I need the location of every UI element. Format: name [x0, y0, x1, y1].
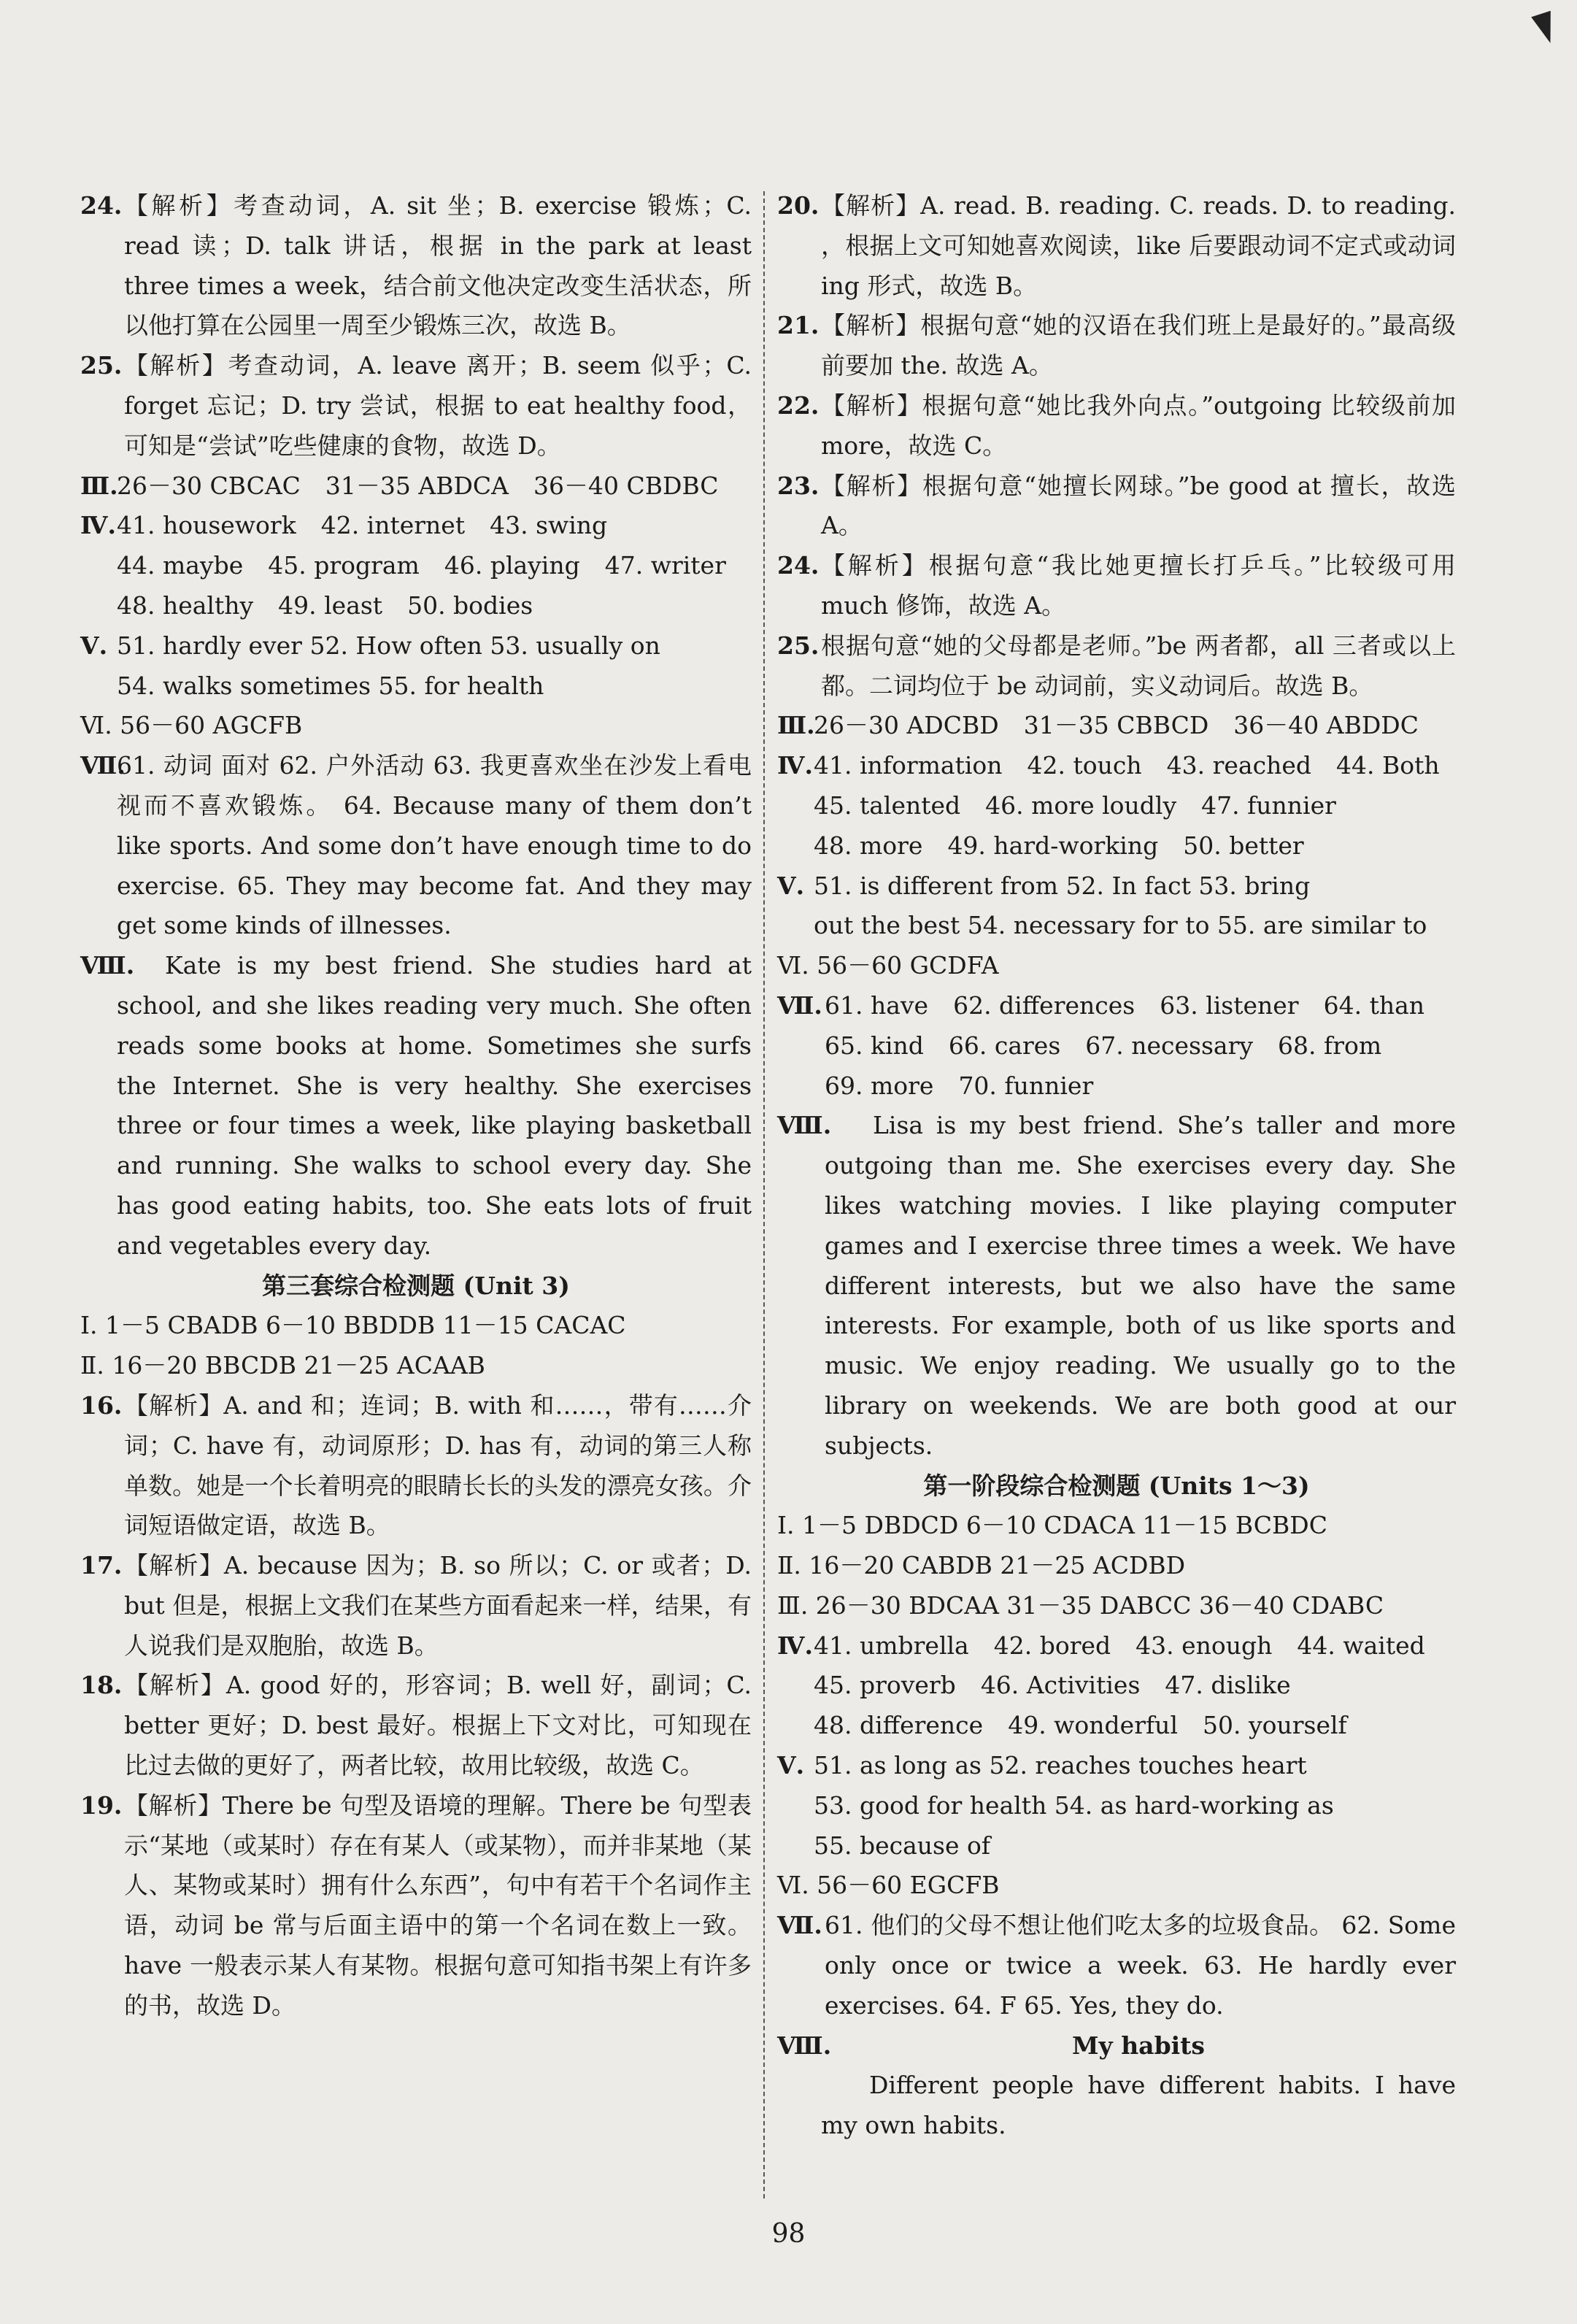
right-column	[777, 186, 1456, 2146]
left-column	[80, 186, 752, 2026]
answer-item: 65. kind	[825, 1031, 924, 1060]
section-label: Ⅶ.	[777, 990, 822, 1020]
question-number: 19.	[80, 1790, 123, 1820]
explanation-24	[777, 546, 1456, 626]
part-2-answers: Ⅱ. 16－20 BBCDB 21－25 ACAAB	[80, 1351, 485, 1380]
answer-item: 43. reached	[1166, 751, 1311, 780]
explanation-text: 【解析】根据句意“她擅长网球。”be good at 擅长，故选 A。	[821, 471, 1456, 540]
explanation-text: 【解析】考查动词，A. leave 离开；B. seem 似乎；C. forget 忘记；D. try 尝试，根据 to eat healthy food，可知是“尝试”吃些健康的食物，故选 D。	[124, 351, 752, 460]
test-heading-stage1: 第一阶段综合检测题 (Units 1～3)	[923, 1471, 1310, 1500]
answer-item: 66. cares	[948, 1031, 1061, 1060]
section-label: Ⅳ.	[777, 1631, 813, 1660]
section-label: Ⅳ.	[80, 511, 116, 540]
section-3-answers	[777, 706, 1456, 746]
answer-line: 53. good for health 54. as hard-working as	[814, 1790, 1334, 1820]
explanation-text: 【解析】There be 句型及语境的理解。There be 句型表示“某地（或某时）存在有某人（或某物），而并非某地（某人、某物或某时）拥有什么东西”，句中有若干个名词作主语，动词 be 常与后面主语中的第一个名词在数上一致。have 一般表示某人有某物。根据句意可知指书架上有许多的书，故选 D。	[124, 1790, 752, 2020]
section-7-answers	[80, 746, 752, 946]
answer-item: 62. differences	[953, 990, 1135, 1020]
explanation-18	[80, 1666, 752, 1785]
explanation-25	[80, 346, 752, 466]
answer-item: 42. bored	[993, 1631, 1111, 1660]
answer-item: 47. funnier	[1201, 790, 1336, 820]
question-number: 24.	[777, 551, 820, 580]
answer-line: 55. because of	[814, 1831, 991, 1860]
section-6-answers: Ⅵ. 56－60 AGCFB	[80, 711, 303, 740]
section-label: Ⅳ.	[777, 751, 813, 780]
section-label: Ⅲ.	[80, 471, 118, 500]
answer-item: 42. touch	[1027, 751, 1142, 780]
question-number: 17.	[80, 1551, 123, 1580]
section-3-answers	[80, 466, 752, 507]
answer-item: 48. more	[814, 831, 923, 860]
answer-item: 49. least	[278, 590, 383, 620]
answer-item: 69. more	[825, 1071, 934, 1100]
answer-item: 41. umbrella	[814, 1631, 969, 1660]
section-label: Ⅲ.	[777, 711, 815, 740]
answer-item: 46. Activities	[980, 1671, 1141, 1700]
explanation-text: 【解析】A. good 好的，形容词；B. well 好，副词；C. better 更好；D. best 最好。根据上下文对比，可知现在比过去做的更好了，两者比较，故用比较级，故选 C。	[124, 1671, 752, 1780]
part-4-answers	[777, 1626, 1456, 1746]
explanation-17	[80, 1546, 752, 1666]
question-number: 25.	[777, 631, 820, 660]
question-number: 20.	[777, 191, 820, 220]
question-number: 24.	[80, 191, 123, 220]
answer-item: 43. enough	[1135, 1631, 1273, 1660]
section-5-answers	[777, 866, 1456, 947]
answer-group: 26－30 ADCBD	[814, 711, 999, 740]
corner-mark	[1531, 11, 1560, 47]
answer-item: 44. maybe	[117, 551, 244, 580]
question-number: 16.	[80, 1390, 123, 1420]
answer-item: 47. writer	[604, 551, 726, 580]
answer-item: 41. information	[814, 751, 1003, 780]
essay-text: Kate is my best friend. She studies hard at school, and she likes reading very much. She often reads some books at home. Sometimes she surfs the Internet. She is very healthy. She exercises three or four times a week, like playing basketball and running. She walks to school every day. She has good eating habits, too. She eats lots of fruit and vegetables every day.	[117, 951, 752, 1260]
explanation-24	[80, 186, 752, 346]
section-label: Ⅶ.	[777, 1911, 822, 1940]
section-7-answers	[777, 986, 1456, 1106]
answer-item: 61. have	[825, 990, 929, 1020]
explanation-text: 【解析】根据句意“她比我外向点。”outgoing 比较级前加 more，故选 C。	[821, 390, 1456, 460]
answer-group: 31－35 ABDCA	[325, 471, 509, 500]
explanation-text: 根据句意“她的父母都是老师。”be 两者都，all 三者或以上都。二词均位于 be 动词前，实义动词后。故选 B。	[821, 631, 1456, 700]
section-label: Ⅷ.	[80, 951, 135, 980]
answer-group: 31－35 CBBCD	[1023, 711, 1209, 740]
answer-item: 47. dislike	[1165, 1671, 1291, 1700]
answer-line: 54. walks sometimes 55. for health	[117, 671, 544, 700]
part-2-answers: Ⅱ. 16－20 CABDB 21－25 ACDBD	[777, 1551, 1186, 1580]
explanation-20	[777, 186, 1456, 306]
section-5-answers	[80, 626, 752, 707]
answer-item: 48. healthy	[117, 590, 254, 620]
answer-text: 61. 动词 面对 62. 户外活动 63. 我更喜欢坐在沙发上看电视而不喜欢锻炼。 64. Because many of them don’t like sports. And some don’t have enough time to do exercise. 65. They may become fat. And they may get some kinds of illnesses.	[117, 751, 752, 940]
explanation-text: 【解析】考查动词，A. sit 坐；B. exercise 锻炼；C. read 读；D. talk 讲话，根据 in the park at least three times a week，结合前文他决定改变生活状态，所以他打算在公园里一周至少锻炼三次，故选 B。	[124, 191, 752, 340]
section-8-essay	[777, 1106, 1456, 1466]
answer-item: 44. waited	[1297, 1631, 1425, 1660]
explanation-text: 【解析】根据句意“她的汉语在我们班上是最好的。”最高级前要加 the. 故选 A。	[821, 311, 1456, 380]
explanation-text: 【解析】A. because 因为；B. so 所以；C. or 或者；D. but 但是，根据上文我们在某些方面看起来一样，结果，有人说我们是双胞胎，故选 B。	[124, 1551, 752, 1660]
answer-item: 50. yourself	[1203, 1711, 1347, 1740]
answer-item: 46. more loudly	[985, 790, 1177, 820]
answer-item: 70. funnier	[958, 1071, 1094, 1100]
question-number: 25.	[80, 351, 123, 380]
answer-line: 51. is different from 52. In fact 53. bring	[814, 871, 1311, 900]
part-1-answers: Ⅰ. 1－5 CBADB 6－10 BBDDB 11－15 CACAC	[80, 1311, 626, 1340]
essay-title: My habits	[1072, 2031, 1205, 2060]
answer-item: 50. better	[1183, 831, 1304, 860]
answer-item: 46. playing	[444, 551, 580, 580]
section-4-answers	[80, 506, 752, 626]
section-label: Ⅴ.	[777, 871, 805, 900]
answer-item: 68. from	[1278, 1031, 1382, 1060]
part-7-answers	[777, 1906, 1456, 2025]
explanation-21	[777, 306, 1456, 386]
answer-group: 26－30 CBCAC	[117, 471, 301, 500]
answer-item: 42. internet	[320, 511, 466, 540]
answer-item: 48. difference	[814, 1711, 984, 1740]
answer-group: 36－40 ABDDC	[1233, 711, 1419, 740]
answer-item: 50. bodies	[407, 590, 533, 620]
answer-item: 67. necessary	[1085, 1031, 1254, 1060]
section-label: Ⅷ.	[777, 2031, 832, 2060]
section-label: Ⅴ.	[80, 631, 108, 660]
answer-line: 51. hardly ever 52. How often 53. usually on	[117, 631, 660, 660]
explanation-22	[777, 386, 1456, 466]
answer-item: 45. talented	[814, 790, 961, 820]
answer-item: 45. proverb	[814, 1671, 956, 1700]
answer-group: 36－40 CBDBC	[533, 471, 719, 500]
answer-item: 49. hard-working	[947, 831, 1159, 860]
essay-text: Lisa is my best friend. She’s taller and more outgoing than me. She exercises every day. She likes watching movies. I like playing computer games and I exercise three times a week. We have different interests, but we also have the same interests. For example, both of us like sports and music. We enjoy reading. We usually go to the library on weekends. We are both good at our subjects.	[825, 1111, 1456, 1460]
test-heading-unit3: 第三套综合检测题 (Unit 3)	[262, 1271, 570, 1300]
explanation-text: 【解析】根据句意“我比她更擅长打乒乓。”比较级可用 much 修饰，故选 A。	[821, 551, 1456, 620]
question-number: 23.	[777, 471, 820, 500]
explanation-text: 【解析】A. and 和；连词；B. with 和……，带有……介词；C. have 有，动词原形；D. has 有，动词的第三人称单数。她是一个长着明亮的眼睛长长的头发的漂亮女孩。介词短语做定语，故选 B。	[124, 1390, 752, 1540]
section-4-answers	[777, 746, 1456, 866]
answer-item: 63. listener	[1160, 990, 1299, 1020]
section-label: Ⅶ.	[80, 751, 126, 780]
section-label: Ⅷ.	[777, 1111, 832, 1140]
section-8-essay	[80, 946, 752, 1266]
page-number: 98	[771, 2219, 806, 2249]
question-number: 22.	[777, 390, 820, 420]
answer-item: 45. program	[268, 551, 420, 580]
explanation-text: 【解析】A. read. B. reading. C. reads. D. to reading. ，根据上文可知她喜欢阅读，like 后要跟动词不定式或动词 ing 形式，故选 B。	[821, 191, 1456, 300]
question-number: 21.	[777, 311, 820, 340]
answer-item: 41. housework	[117, 511, 296, 540]
essay-text: Different people have different habits. I have my own habits.	[821, 2071, 1456, 2140]
section-6-answers: Ⅵ. 56－60 GCDFA	[777, 951, 999, 980]
answer-line: out the best 54. necessary for to 55. are similar to	[814, 911, 1427, 940]
explanation-23	[777, 466, 1456, 547]
part-5-answers	[777, 1746, 1456, 1866]
answer-text: 61. 他们的父母不想让他们吃太多的垃圾食品。 62. Some only once or twice a week. 63. He hardly ever exercises. 64. F 65. Yes, they do.	[825, 1911, 1456, 2020]
answer-item: 64. than	[1323, 990, 1425, 1020]
part-6-answers: Ⅵ. 56－60 EGCFB	[777, 1871, 1000, 1900]
answer-item: 44. Both	[1335, 751, 1440, 780]
answer-item: 43. swing	[490, 511, 608, 540]
part-8-essay	[777, 2026, 1456, 2146]
section-label: Ⅴ.	[777, 1751, 805, 1780]
column-divider	[763, 191, 766, 2198]
explanation-19	[80, 1786, 752, 2026]
part-3-answers: Ⅲ. 26－30 BDCAA 31－35 DABCC 36－40 CDABC	[777, 1590, 1384, 1620]
explanation-16	[80, 1386, 752, 1546]
answer-line: 51. as long as 52. reaches touches heart	[814, 1751, 1307, 1780]
answer-item: 49. wonderful	[1008, 1711, 1178, 1740]
question-number: 18.	[80, 1671, 123, 1700]
part-1-answers: Ⅰ. 1－5 DBDCD 6－10 CDACA 11－15 BCBDC	[777, 1511, 1327, 1540]
explanation-25	[777, 626, 1456, 707]
